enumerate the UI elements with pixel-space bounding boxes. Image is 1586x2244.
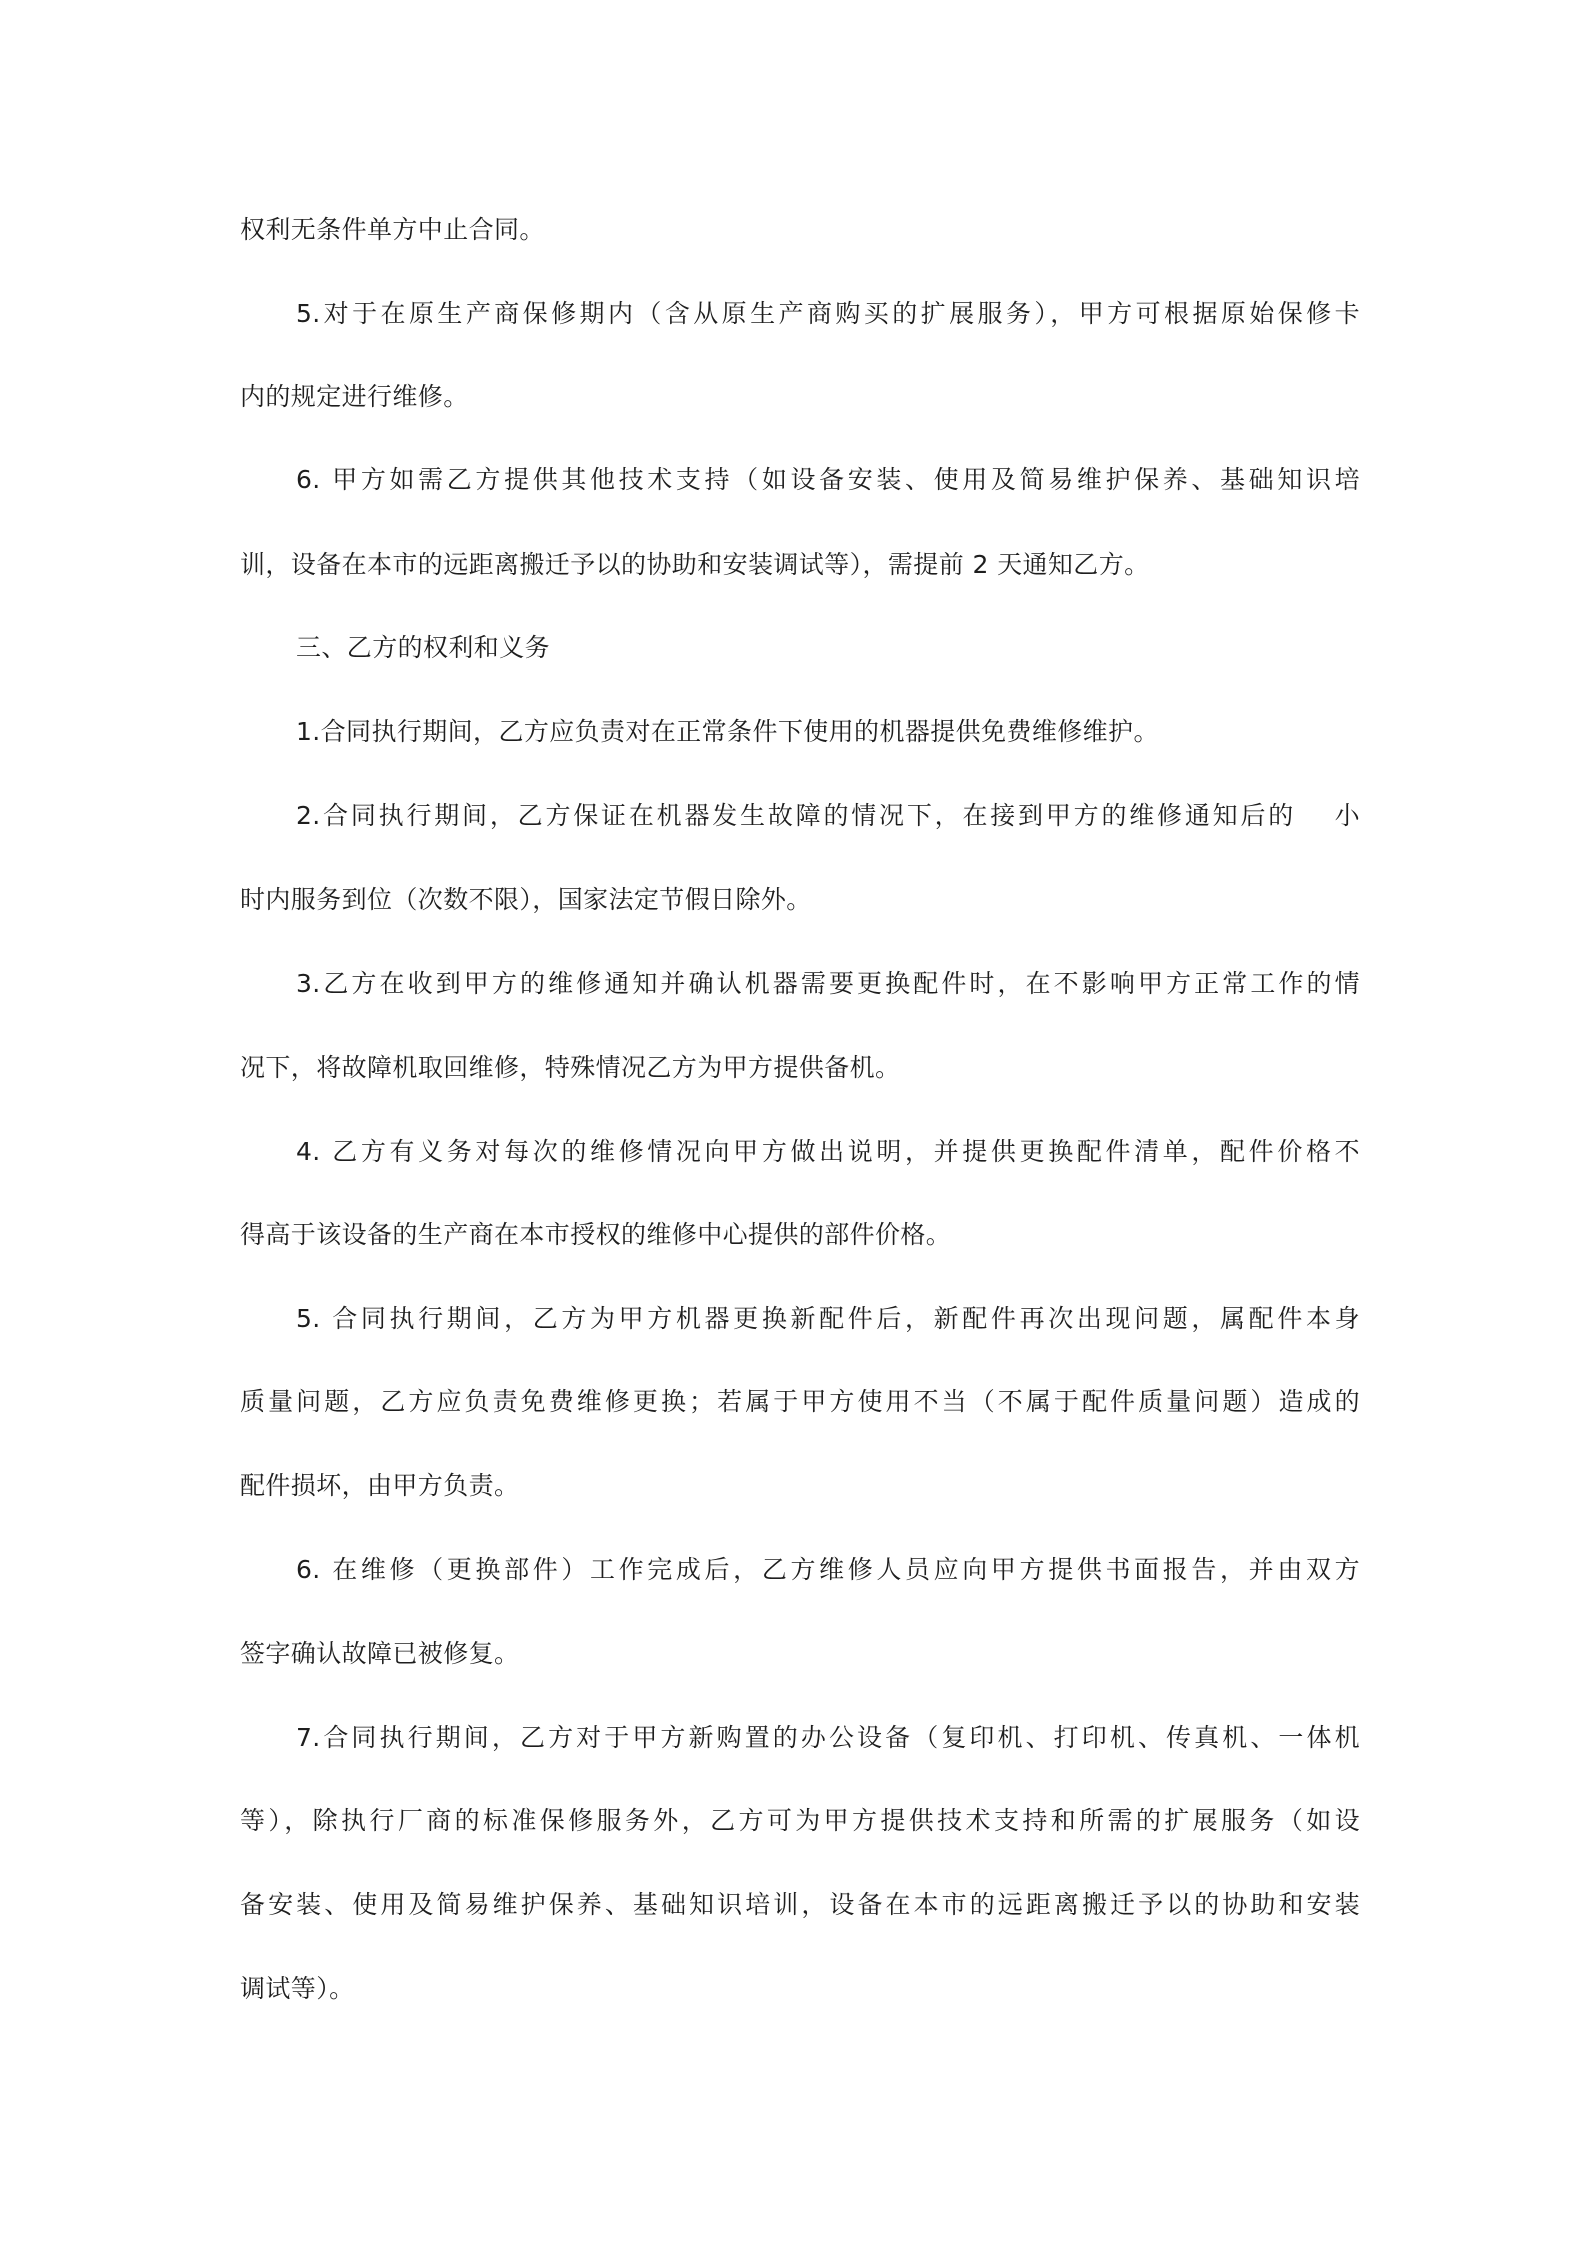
text-line: 质量问题，乙方应负责免费维修更换；若属于甲方使用不当（不属于配件质量问题）造成的 xyxy=(240,1387,1360,1416)
text-line: 训，设备在本市的远距离搬迁予以的协助和安装调试等），需提前 2 天通知乙方。 xyxy=(240,550,1150,579)
text-line: 5.对于在原生产商保修期内（含从原生产商购买的扩展服务），甲方可根据原始保修卡 xyxy=(296,299,1360,328)
text-line: 权利无条件单方中止合同。 xyxy=(240,215,545,244)
section-heading: 三、乙方的权利和义务 xyxy=(296,633,551,662)
text-line: 备安装、使用及简易维护保养、基础知识培训，设备在本市的远距离搬迁予以的协助和安装 xyxy=(240,1890,1360,1919)
text-line: 配件损坏，由甲方负责。 xyxy=(240,1471,520,1500)
text-line: 签字确认故障已被修复。 xyxy=(240,1639,520,1668)
text-line: 5. 合同执行期间，乙方为甲方机器更换新配件后，新配件再次出现问题，属配件本身 xyxy=(296,1304,1360,1333)
text-line: 4. 乙方有义务对每次的维修情况向甲方做出说明，并提供更换配件清单，配件价格不 xyxy=(296,1137,1360,1166)
text-line: 得高于该设备的生产商在本市授权的维修中心提供的部件价格。 xyxy=(240,1220,952,1249)
text-line: 况下，将故障机取回维修，特殊情况乙方为甲方提供备机。 xyxy=(240,1053,901,1082)
text-line: 1.合同执行期间，乙方应负责对在正常条件下使用的机器提供免费维修维护。 xyxy=(296,717,1159,746)
text-line: 调试等）。 xyxy=(240,1974,355,2003)
text-line: 7.合同执行期间，乙方对于甲方新购置的办公设备（复印机、打印机、传真机、一体机 xyxy=(296,1723,1360,1752)
text-line: 6. 甲方如需乙方提供其他技术支持（如设备安装、使用及简易维护保养、基础知识培 xyxy=(296,465,1360,494)
text-line: 6. 在维修（更换部件）工作完成后，乙方维修人员应向甲方提供书面报告，并由双方 xyxy=(296,1555,1360,1584)
text-line: 3.乙方在收到甲方的维修通知并确认机器需要更换配件时，在不影响甲方正常工作的情 xyxy=(296,969,1360,998)
text-line: 时内服务到位（次数不限），国家法定节假日除外。 xyxy=(240,885,812,914)
text-line: 2.合同执行期间，乙方保证在机器发生故障的情况下，在接到甲方的维修通知后的 小 xyxy=(296,801,1360,830)
text-line: 内的规定进行维修。 xyxy=(240,382,469,411)
text-line: 等），除执行厂商的标准保修服务外，乙方可为甲方提供技术支持和所需的扩展服务（如设 xyxy=(240,1806,1360,1835)
